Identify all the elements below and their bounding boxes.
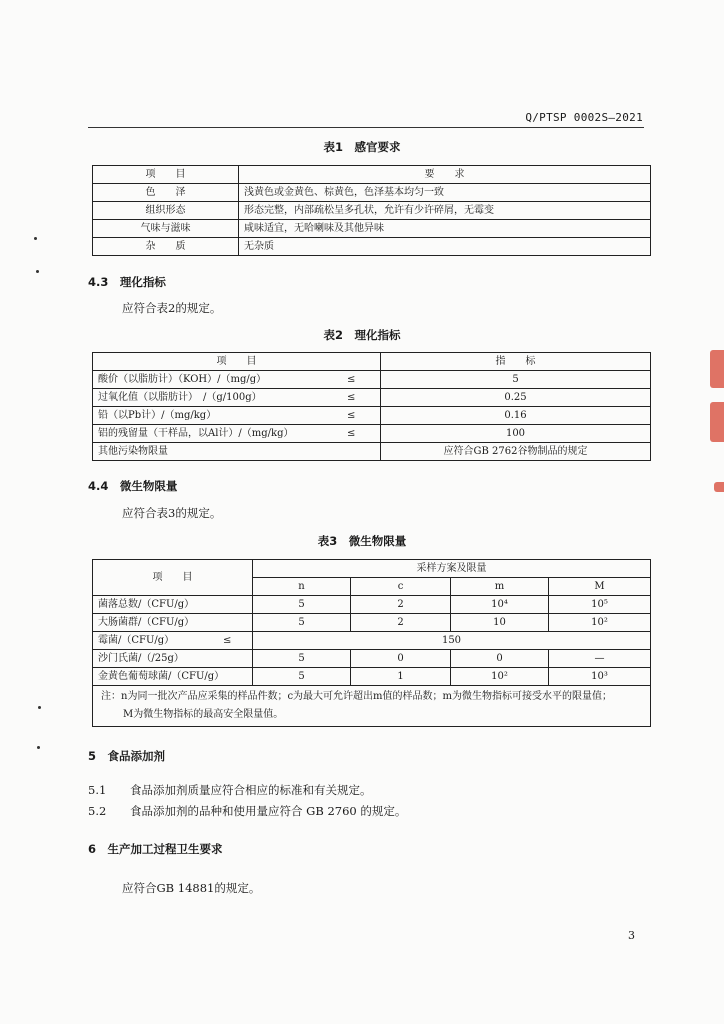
table-row (93, 220, 651, 238)
table-cell: 5 (381, 371, 651, 389)
seal-fragment (710, 350, 724, 388)
table-note-line: M为微生物指标的最高安全限量值。 (123, 709, 284, 720)
table-cell: 组织形态 (93, 202, 239, 220)
table-cell: 金黄色葡萄球菌/（CFU/g） (93, 668, 253, 686)
table-cell: 0 (351, 650, 451, 668)
table-cell: 大肠菌群/（CFU/g） (93, 614, 253, 632)
section-4-4-title: 4.4 微生物限量 (88, 479, 178, 493)
table-row (93, 184, 651, 202)
table-note (93, 686, 651, 727)
table-cell: 100 (381, 425, 651, 443)
clause-5-1 (88, 782, 372, 798)
table-cell: 10⁵ (549, 596, 651, 614)
table-row (93, 614, 651, 632)
table-cell: ≤ (323, 389, 381, 407)
table-row (93, 202, 651, 220)
table-cell: 过氧化值（以脂肪计） /（g/100g） (93, 389, 323, 407)
table-header-row (93, 166, 651, 184)
document-code: Q/PTSP 0002S—2021 (525, 111, 643, 124)
table-header-cell: 项 目 (93, 166, 239, 184)
table-cell: 色 泽 (93, 184, 239, 202)
table-cell: 0 (451, 650, 549, 668)
table-cell: 10³ (549, 668, 651, 686)
table2 (92, 352, 651, 461)
scan-dot (34, 237, 37, 240)
table-note-line: 注：n为同一批次产品应采集的样品件数；c为最大可允许超出m值的样品数；m为微生物指标可接受水平的限量值； (101, 691, 613, 702)
table3 (92, 559, 651, 727)
table-header-row (93, 560, 651, 578)
table-cell: 0.16 (381, 407, 651, 425)
table-cell: 酸价（以脂肪计）（KOH）/（mg/g） (93, 371, 323, 389)
table-cell: 1 (351, 668, 451, 686)
page-number: 3 (628, 929, 635, 942)
section-4-3-text: 应符合表2的规定。 (122, 301, 222, 315)
section-6-text: 应符合GB 14881的规定。 (122, 881, 261, 895)
table-cell: 5 (253, 596, 351, 614)
table-header-cell: n (253, 578, 351, 596)
table-note-row (93, 686, 651, 727)
table-cell: 5 (253, 668, 351, 686)
seal-fragment (710, 402, 724, 442)
table-cell: ≤ (323, 407, 381, 425)
table-cell: 咸味适宜，无哈喇味及其他异味 (239, 220, 651, 238)
section-6-title: 6 生产加工过程卫生要求 (88, 842, 223, 856)
table-cell: 2 (351, 614, 451, 632)
table-row (93, 443, 651, 461)
table-row (93, 238, 651, 256)
table-cell: 5 (253, 614, 351, 632)
clause-text: 食品添加剂的品种和使用量应符合 GB 2760 的规定。 (130, 804, 407, 818)
table-header-cell: m (451, 578, 549, 596)
table-cell: 0.25 (381, 389, 651, 407)
scan-dot (36, 270, 39, 273)
table-row (93, 389, 651, 407)
scan-dot (38, 706, 41, 709)
table-cell: — (549, 650, 651, 668)
table-cell: 霉菌/（CFU/g） (93, 632, 203, 650)
table-header-cell: 项 目 (93, 560, 253, 596)
table-header-row (93, 353, 651, 371)
table-header-cell: 指 标 (381, 353, 651, 371)
table-cell: ≤ (203, 632, 253, 650)
clause-text: 食品添加剂质量应符合相应的标准和有关规定。 (130, 783, 372, 797)
table-row (93, 407, 651, 425)
table-row (93, 596, 651, 614)
table-header-cell: 采样方案及限量 (253, 560, 651, 578)
table-cell: 浅黄色或金黄色、棕黄色，色泽基本均匀一致 (239, 184, 651, 202)
table-cell: 2 (351, 596, 451, 614)
header-rule (88, 127, 644, 128)
section-4-3-title: 4.3 理化指标 (88, 275, 166, 289)
table-cell: 10 (451, 614, 549, 632)
table3-caption: 表3 微生物限量 (317, 534, 407, 548)
table-row (93, 371, 651, 389)
table-cell: 应符合GB 2762谷物制品的规定 (381, 443, 651, 461)
table-header-cell: 项 目 (93, 353, 381, 371)
table2-caption: 表2 理化指标 (323, 328, 401, 342)
table1-caption: 表1 感官要求 (323, 140, 401, 154)
table-row (93, 632, 651, 650)
table-cell: ≤ (323, 371, 381, 389)
section-5-title: 5 食品添加剂 (88, 749, 166, 763)
table-cell: 形态完整，内部疏松呈多孔状，允许有少许碎屑，无霉变 (239, 202, 651, 220)
scan-dot (37, 746, 40, 749)
table-cell: 沙门氏菌/（/25g） (93, 650, 253, 668)
table-cell: 其他污染物限量 (93, 443, 381, 461)
clause-5-2 (88, 803, 406, 819)
seal-fragment (714, 482, 724, 492)
table-row (93, 650, 651, 668)
table-cell: 无杂质 (239, 238, 651, 256)
table-cell: 10² (549, 614, 651, 632)
table-row (93, 668, 651, 686)
clause-number: 5.2 (88, 804, 107, 818)
table-cell: 铅（以Pb计）/（mg/kg） (93, 407, 323, 425)
table-cell: ≤ (323, 425, 381, 443)
table-cell: 菌落总数/（CFU/g） (93, 596, 253, 614)
table-header-cell: c (351, 578, 451, 596)
section-4-4-text: 应符合表3的规定。 (122, 506, 222, 520)
table-cell: 铝的残留量（干样品，以Al计）/（mg/kg） (93, 425, 323, 443)
table-row (93, 425, 651, 443)
table-cell: 150 (253, 632, 651, 650)
table-cell: 气味与滋味 (93, 220, 239, 238)
clause-number: 5.1 (88, 783, 107, 797)
table1 (92, 165, 651, 256)
table-cell: 5 (253, 650, 351, 668)
table-header-cell: 要 求 (239, 166, 651, 184)
table-cell: 10⁴ (451, 596, 549, 614)
table-cell: 杂 质 (93, 238, 239, 256)
table-header-cell: M (549, 578, 651, 596)
table-cell: 10² (451, 668, 549, 686)
